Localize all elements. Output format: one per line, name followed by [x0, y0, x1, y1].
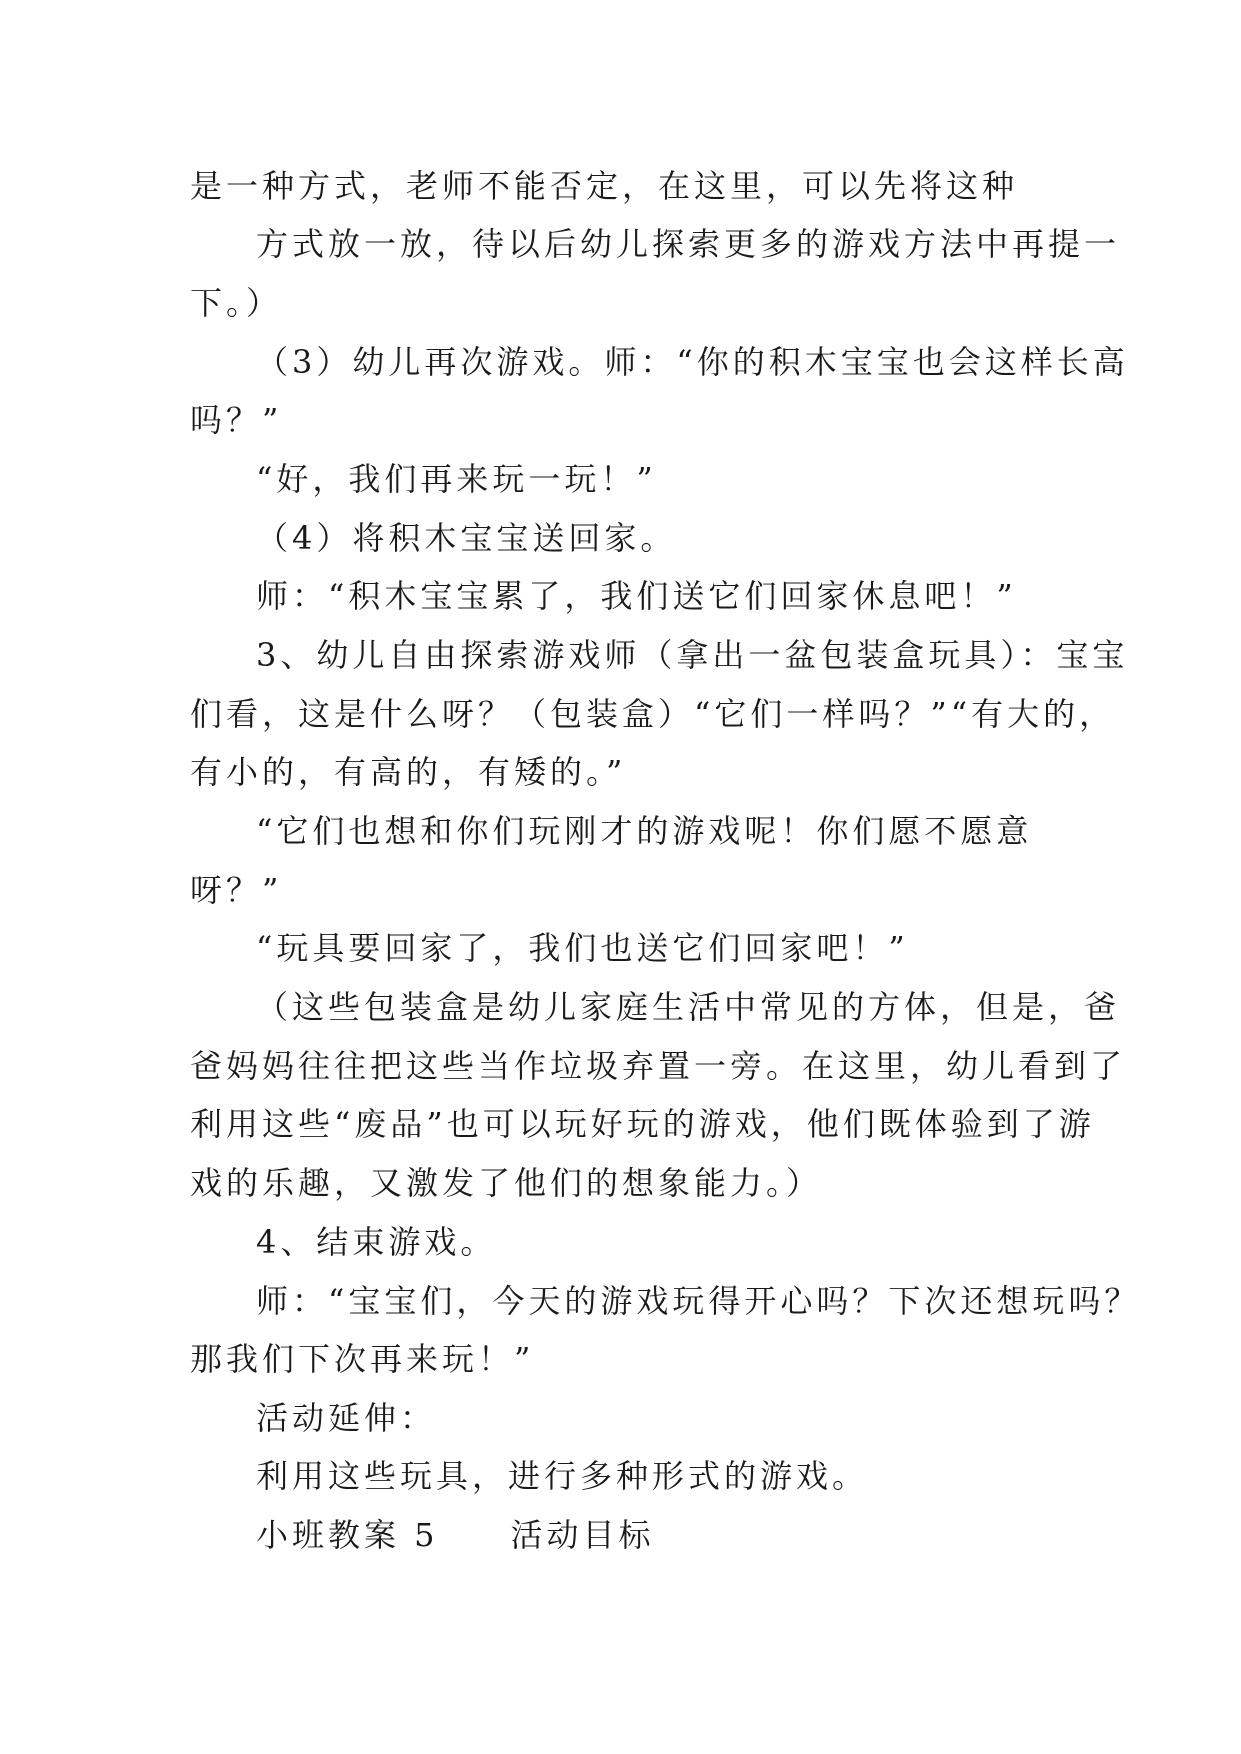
text-line: 们看，这是什么呀？（包装盒）“它们一样吗？”“有大的， — [190, 695, 1116, 733]
text-line: 下。） — [190, 284, 283, 322]
text-line: 利用这些“废品”也可以玩好玩的游戏，他们既体验到了游 — [190, 1105, 1095, 1143]
text-line: 4、结束游戏。 — [256, 1223, 497, 1261]
text-line: （4）将积木宝宝送回家。 — [256, 519, 677, 557]
text-line: 方式放一放，待以后幼儿探索更多的游戏方法中再提一 — [256, 225, 1121, 263]
text-line: 师：“宝宝们，今天的游戏玩得开心吗？下次还想玩吗？ — [256, 1282, 1141, 1320]
text-line: “它们也想和你们玩刚才的游戏呢！你们愿不愿意 — [256, 812, 1033, 850]
text-line: （这些包装盒是幼儿家庭生活中常见的方体，但是，爸 — [256, 988, 1121, 1026]
text-line: 呀？” — [190, 871, 283, 909]
text-line: 爸妈妈往往把这些当作垃圾弃置一旁。在这里，幼儿看到了 — [190, 1047, 1127, 1085]
text-line: 3、幼儿自由探索游戏师（拿出一盆包装盒玩具）：宝宝 — [256, 636, 1129, 674]
text-line: 利用这些玩具，进行多种形式的游戏。 — [256, 1457, 869, 1495]
text-line: 那我们下次再来玩！” — [190, 1340, 535, 1378]
text-line: （3）幼儿再次游戏。师：“你的积木宝宝也会这样长高 — [256, 343, 1129, 381]
text-line: 活动延伸： — [256, 1399, 437, 1437]
text-line: 戏的乐趣，又激发了他们的想象能力。） — [190, 1164, 823, 1202]
text-line: 有小的，有高的，有矮的。” — [190, 753, 627, 791]
text-line: “好，我们再来玩一玩！” — [256, 460, 657, 498]
text-line: 师：“积木宝宝累了，我们送它们回家休息吧！” — [256, 577, 1017, 615]
text-line: 小班教案 5 活动目标 — [256, 1516, 655, 1554]
text-line: 是一种方式，老师不能否定，在这里，可以先将这种 — [190, 167, 1019, 205]
text-line: “玩具要回家了，我们也送它们回家吧！” — [256, 929, 909, 967]
text-line: 吗？” — [190, 401, 283, 439]
